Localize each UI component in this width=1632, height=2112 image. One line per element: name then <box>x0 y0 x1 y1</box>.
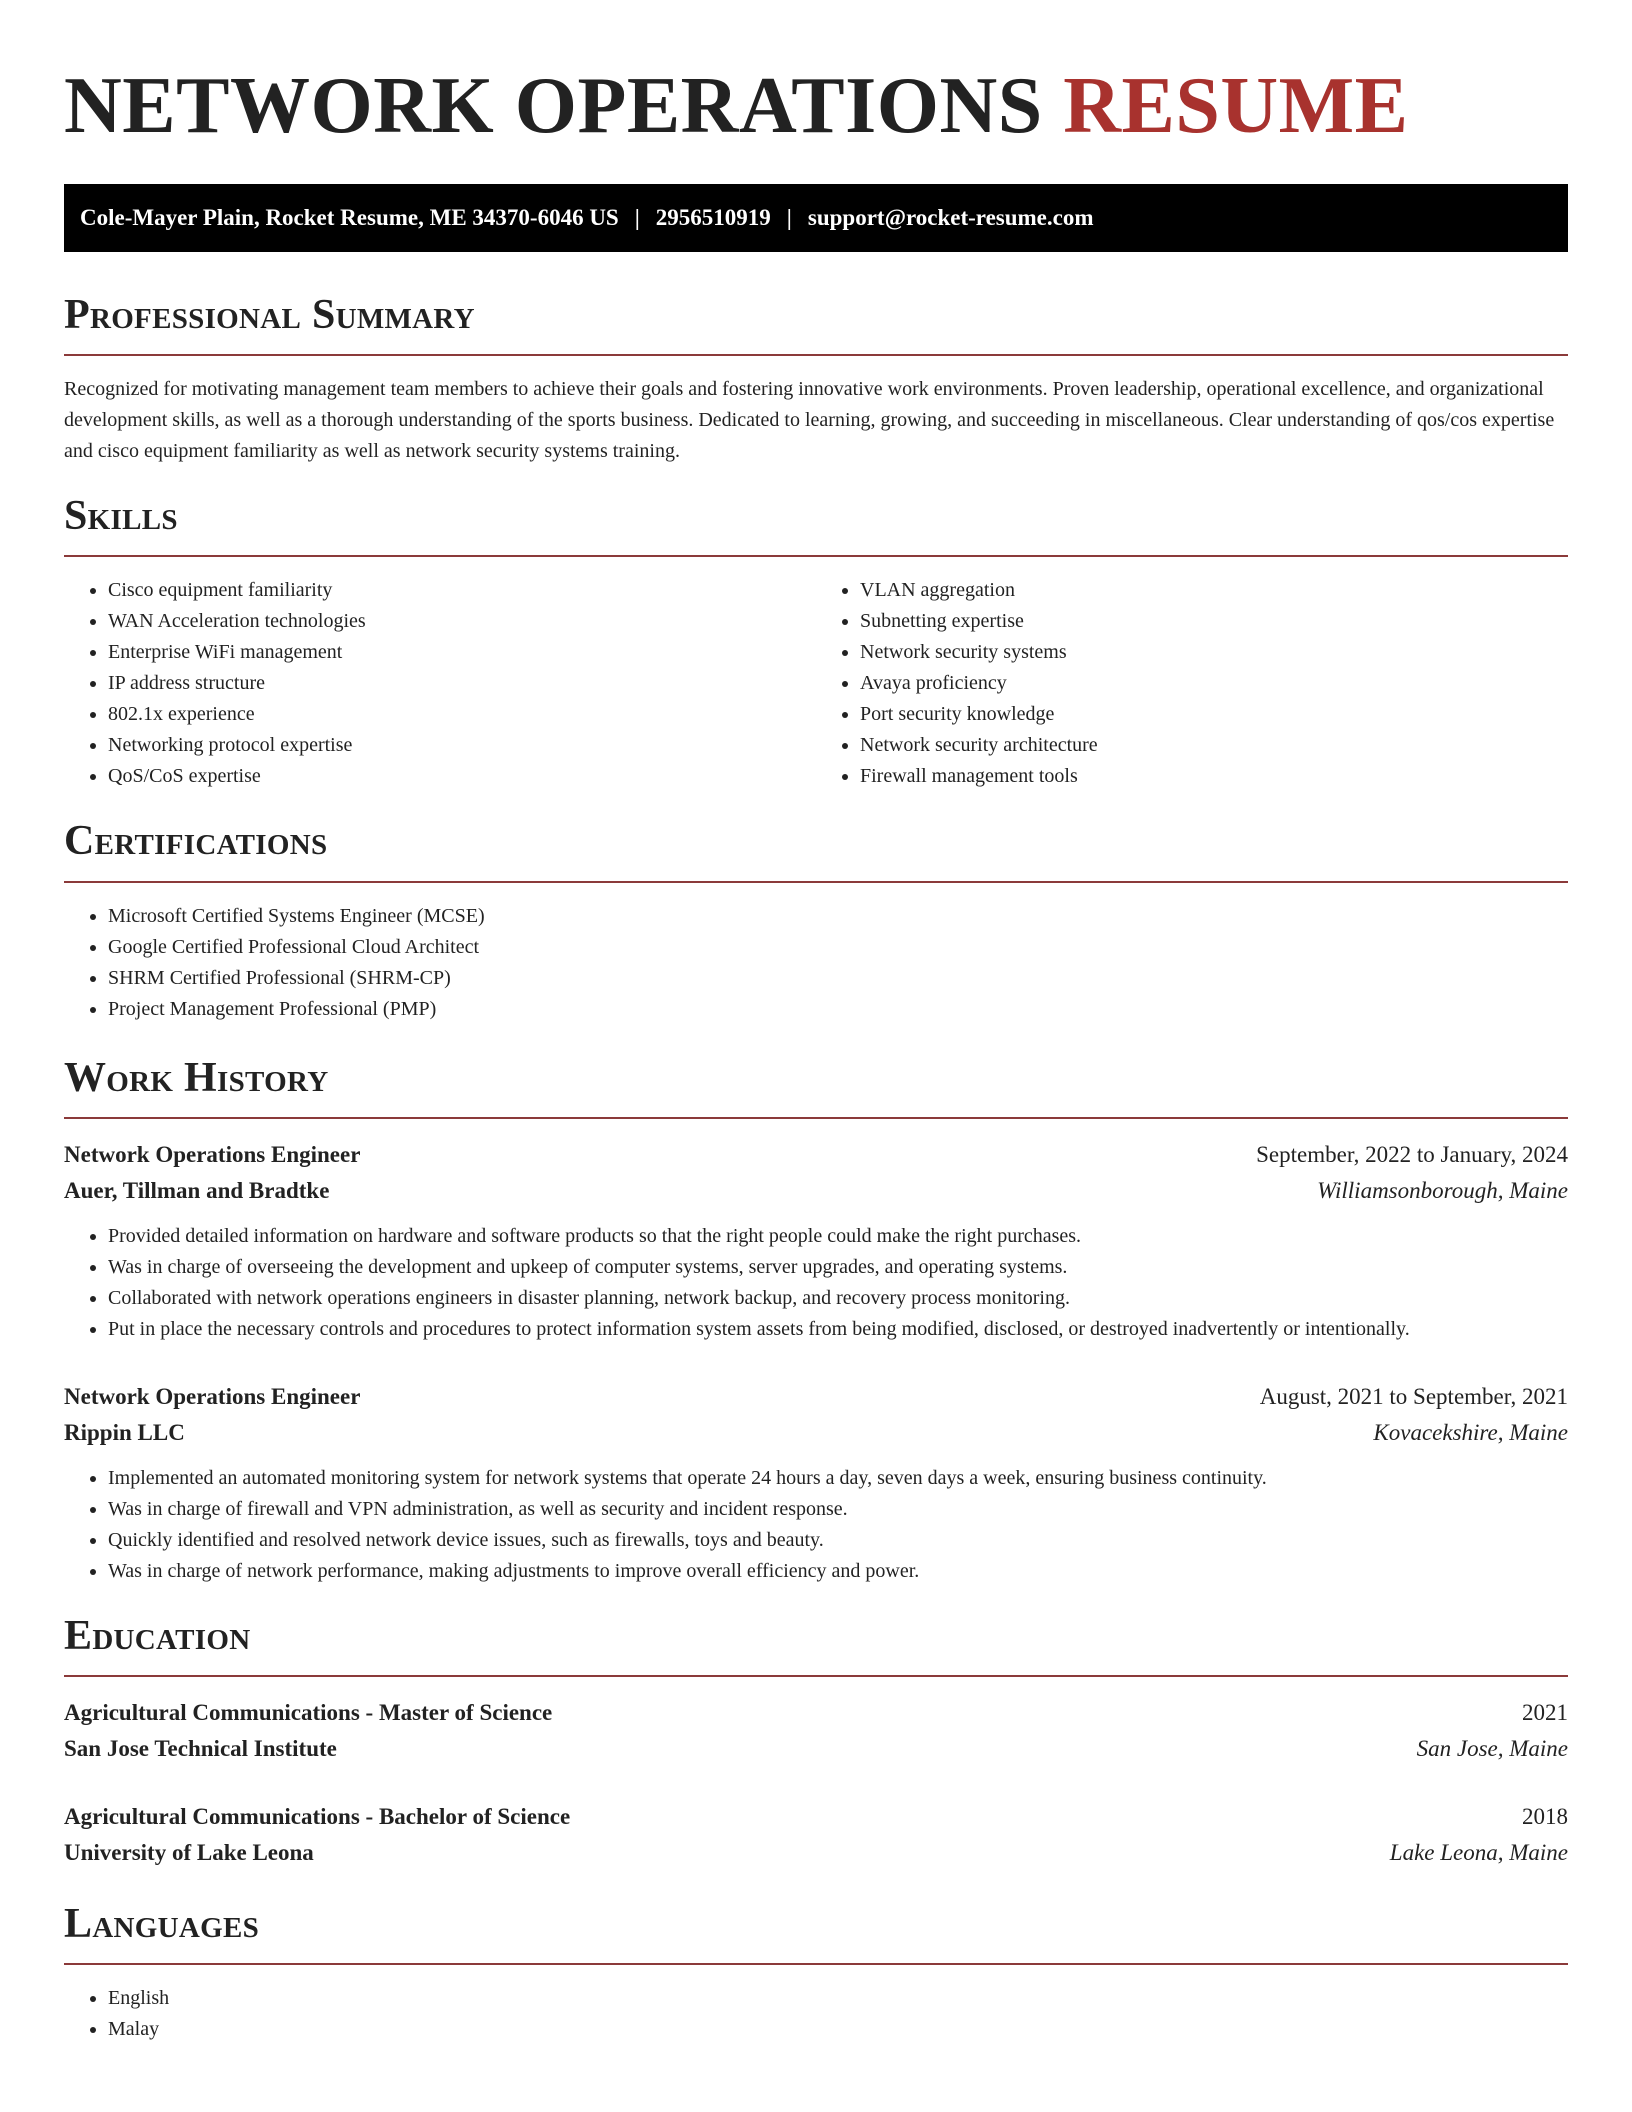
languages-section <box>64 1901 1568 2045</box>
title-main: NETWORK OPERATIONS <box>64 62 1043 150</box>
education-school: San Jose Technical Institute <box>64 1735 337 1761</box>
education-section <box>64 1613 1568 1871</box>
job-header-row <box>64 1137 1568 1173</box>
education-degree-row <box>64 1799 1568 1835</box>
job-company-row <box>64 1173 1568 1209</box>
skill-item: • Network security architecture <box>860 730 1568 761</box>
summary-text: Recognized for motivating management team members to achieve their goals and fostering innovative work environments. Proven leadership, operational excellence, and organizational development skills, as well as a thorough understanding of the sports business. Dedicated to learning, growing, and succeeding in miscellaneous. Clear understanding of qos/cos expertise and cisco equipment familiarity as well as network security systems training. <box>64 378 1555 463</box>
section-divider <box>64 1963 1568 1965</box>
job-duty: • Implemented an automated monitoring system for network systems that operate 24 hours a day, seven days a week, ensuring business continuity. <box>108 1463 1568 1494</box>
education-degree: Agricultural Communications - Bachelor of Science <box>64 1803 571 1829</box>
job-title: Network Operations Engineer <box>64 1383 361 1409</box>
job-entry <box>64 1137 1568 1345</box>
education-school-row <box>64 1835 1568 1871</box>
job-company: Auer, Tillman and Bradtke <box>64 1177 330 1203</box>
education-year: 2018 <box>1522 1803 1568 1829</box>
skills-list-left <box>64 575 816 792</box>
certifications-section <box>64 818 1568 1024</box>
skills-section <box>64 493 1568 792</box>
job-duty: • Was in charge of overseeing the development and upkeep of computer systems, server upgrades, and operating systems. <box>108 1252 1568 1283</box>
certification-item: • Project Management Professional (PMP) <box>108 994 1568 1025</box>
skills-columns <box>64 575 1568 792</box>
skill-item: • QoS/CoS expertise <box>108 761 816 792</box>
section-heading: Professional Summary <box>64 292 475 338</box>
certification-item: • Google Certified Professional Cloud Architect <box>108 932 1568 963</box>
certification-item: • SHRM Certified Professional (SHRM-CP) <box>108 963 1568 994</box>
skill-item: • 802.1x experience <box>108 699 816 730</box>
education-degree: Agricultural Communications - Master of Science <box>64 1699 553 1725</box>
job-duty: • Provided detailed information on hardware and software products so that the right people could make the right purchases. <box>108 1221 1568 1252</box>
contact-separator: | <box>634 205 640 230</box>
languages-list <box>64 1983 1568 2045</box>
education-year: 2021 <box>1522 1699 1568 1725</box>
education-school: University of Lake Leona <box>64 1839 314 1865</box>
section-heading: Work History <box>64 1054 329 1101</box>
skill-item: • WAN Acceleration technologies <box>108 606 816 637</box>
summary-section <box>64 292 1568 467</box>
section-divider <box>64 1117 1568 1119</box>
language-item: • Malay <box>108 2014 1568 2045</box>
job-company: Rippin LLC <box>64 1419 185 1445</box>
job-header-row <box>64 1379 1568 1415</box>
education-entry <box>64 1695 1568 1767</box>
skill-item: • Networking protocol expertise <box>108 730 816 761</box>
contact-email[interactable]: support@rocket-resume.com <box>807 205 1094 230</box>
section-divider <box>64 881 1568 883</box>
skills-list-right <box>816 575 1568 792</box>
job-dates: August, 2021 to September, 2021 <box>1259 1383 1568 1409</box>
job-dates: September, 2022 to January, 2024 <box>1256 1141 1568 1167</box>
job-duty: • Collaborated with network operations engineers in disaster planning, network backup, and recovery process monitoring. <box>108 1283 1568 1314</box>
skill-item: • Network security systems <box>860 637 1568 668</box>
job-duty: • Quickly identified and resolved network device issues, such as firewalls, toys and beauty. <box>108 1525 1568 1556</box>
contact-bar <box>64 184 1568 252</box>
job-duty: • Put in place the necessary controls and procedures to protect information system assets from being modified, disclosed, or destroyed inadvertently or intentionally. <box>108 1314 1568 1345</box>
section-divider <box>64 354 1568 356</box>
resume-title <box>64 62 1568 150</box>
skill-item: • Firewall management tools <box>860 761 1568 792</box>
contact-address: Cole-Mayer Plain, Rocket Resume, ME 34370-6046 US <box>80 205 619 230</box>
skill-item: • IP address structure <box>108 668 816 699</box>
job-duty: • Was in charge of firewall and VPN administration, as well as security and incident response. <box>108 1494 1568 1525</box>
job-title: Network Operations Engineer <box>64 1141 361 1167</box>
title-accent: RESUME <box>1063 62 1409 150</box>
skill-item: • VLAN aggregation <box>860 575 1568 606</box>
work-history-section <box>64 1055 1568 1587</box>
job-company-row <box>64 1415 1568 1451</box>
job-duties-list <box>64 1463 1568 1587</box>
education-location: Lake Leona, Maine <box>1389 1839 1568 1865</box>
section-heading: Skills <box>64 493 178 540</box>
contact-separator: | <box>786 205 792 230</box>
section-heading: Languages <box>64 1900 260 1947</box>
job-entry <box>64 1379 1568 1587</box>
job-duty: • Was in charge of network performance, making adjustments to improve overall efficiency and power. <box>108 1556 1568 1587</box>
section-divider <box>64 555 1568 557</box>
education-degree-row <box>64 1695 1568 1731</box>
language-item: • English <box>108 1983 1568 2014</box>
job-location: Williamsonborough, Maine <box>1317 1177 1568 1203</box>
certification-item: • Microsoft Certified Systems Engineer (MCSE) <box>108 901 1568 932</box>
education-entry <box>64 1799 1568 1871</box>
section-divider <box>64 1675 1568 1677</box>
skill-item: • Enterprise WiFi management <box>108 637 816 668</box>
section-heading: Education <box>64 1612 251 1659</box>
education-school-row <box>64 1731 1568 1767</box>
certifications-list <box>64 901 1568 1025</box>
skill-item: • Avaya proficiency <box>860 668 1568 699</box>
job-duties-list <box>64 1221 1568 1345</box>
skill-item: • Subnetting expertise <box>860 606 1568 637</box>
contact-phone[interactable]: 2956510919 <box>655 205 771 230</box>
skill-item: • Port security knowledge <box>860 699 1568 730</box>
job-location: Kovacekshire, Maine <box>1373 1419 1568 1445</box>
education-location: San Jose, Maine <box>1416 1735 1568 1761</box>
section-heading: Certifications <box>64 818 328 865</box>
skill-item: • Cisco equipment familiarity <box>108 575 816 606</box>
